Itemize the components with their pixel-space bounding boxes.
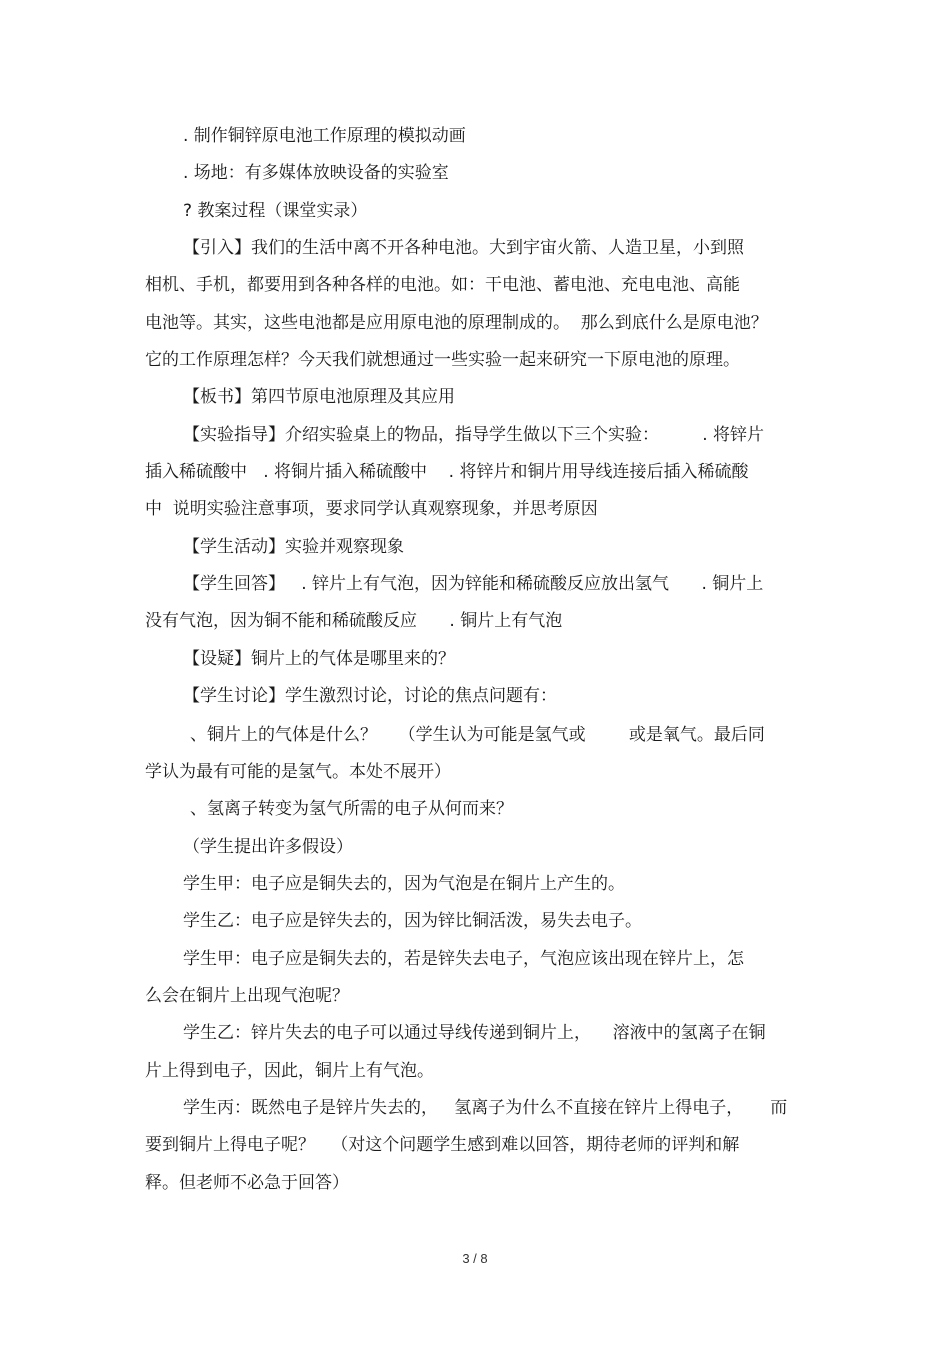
text-line: 学生甲：电子应是铜失去的，因为气泡是在铜片上产生的。 — [183, 874, 625, 894]
text-line: 学生乙：锌片失去的电子可以通过导线传递到铜片上， 溶液中的氢离子在铜 — [183, 1023, 766, 1043]
text-line: 么会在铜片上出现气泡呢？ — [145, 986, 349, 1006]
text-line: 【板书】第四节原电池原理及其应用 — [183, 387, 455, 407]
text-line: 【学生回答】 . 锌片上有气泡，因为锌能和稀硫酸反应放出氢气 . 铜片上 — [183, 574, 764, 594]
text-line: . 制作铜锌原电池工作原理的模拟动画 — [183, 126, 466, 146]
text-line: ? 教案过程（课堂实录） — [183, 201, 368, 221]
text-line: 插入稀硫酸中 . 将铜片插入稀硫酸中 . 将锌片和铜片用导线连接后插入稀硫酸 — [145, 462, 749, 482]
text-line: 释。但老师不必急于回答） — [145, 1173, 349, 1193]
text-line: 【学生讨论】学生激烈讨论，讨论的焦点问题有： — [183, 686, 557, 706]
text-line: 它的工作原理怎样？今天我们就想通过一些实验一起来研究一下原电池的原理。 — [145, 350, 740, 370]
text-line: 相机、手机，都要用到各种各样的电池。如：干电池、蓄电池、充电电池、高能 — [145, 275, 740, 295]
text-line: 中 说明实验注意事项，要求同学认真观察现象，并思考原因 — [145, 499, 598, 519]
text-line: 要到铜片上得电子呢？ （对这个问题学生感到难以回答，期待老师的评判和解 — [145, 1135, 740, 1155]
text-line: . 场地：有多媒体放映设备的实验室 — [183, 163, 449, 183]
text-line: 【实验指导】介绍实验桌上的物品，指导学生做以下三个实验： . 将锌片 — [183, 425, 765, 445]
text-line: 【学生活动】实验并观察现象 — [183, 537, 404, 557]
page-number: 3 / 8 — [462, 1251, 488, 1266]
text-line: （学生提出许多假设） — [183, 837, 353, 857]
text-line: 学生乙：电子应是锌失去的，因为锌比铜活泼，易失去电子。 — [183, 911, 642, 931]
text-line: 【引入】我们的生活中离不开各种电池。大到宇宙火箭、人造卫星，小到照 — [183, 238, 744, 258]
text-line: 片上得到电子，因此，铜片上有气泡。 — [145, 1061, 434, 1081]
text-line: 电池等。其实，这些电池都是应用原电池的原理制成的。 那么到底什么是原电池？ — [145, 313, 768, 333]
text-line: 没有气泡，因为铜不能和稀硫酸反应 . 铜片上有气泡 — [145, 611, 563, 631]
text-line: 、氢离子转变为氢气所需的电子从何而来？ — [190, 799, 513, 819]
text-line: 学认为最有可能的是氢气。本处不展开） — [145, 762, 451, 782]
text-line: 学生甲：电子应是铜失去的，若是锌失去电子，气泡应该出现在锌片上，怎 — [183, 949, 744, 969]
text-line: 、铜片上的气体是什么？ （学生认为可能是氢气或 或是氧气。最后同 — [190, 725, 765, 745]
text-line: 【设疑】铜片上的气体是哪里来的？ — [183, 649, 455, 669]
text-line: 学生丙：既然电子是锌片失去的， 氢离子为什么不直接在锌片上得电子， 而 — [183, 1098, 788, 1118]
